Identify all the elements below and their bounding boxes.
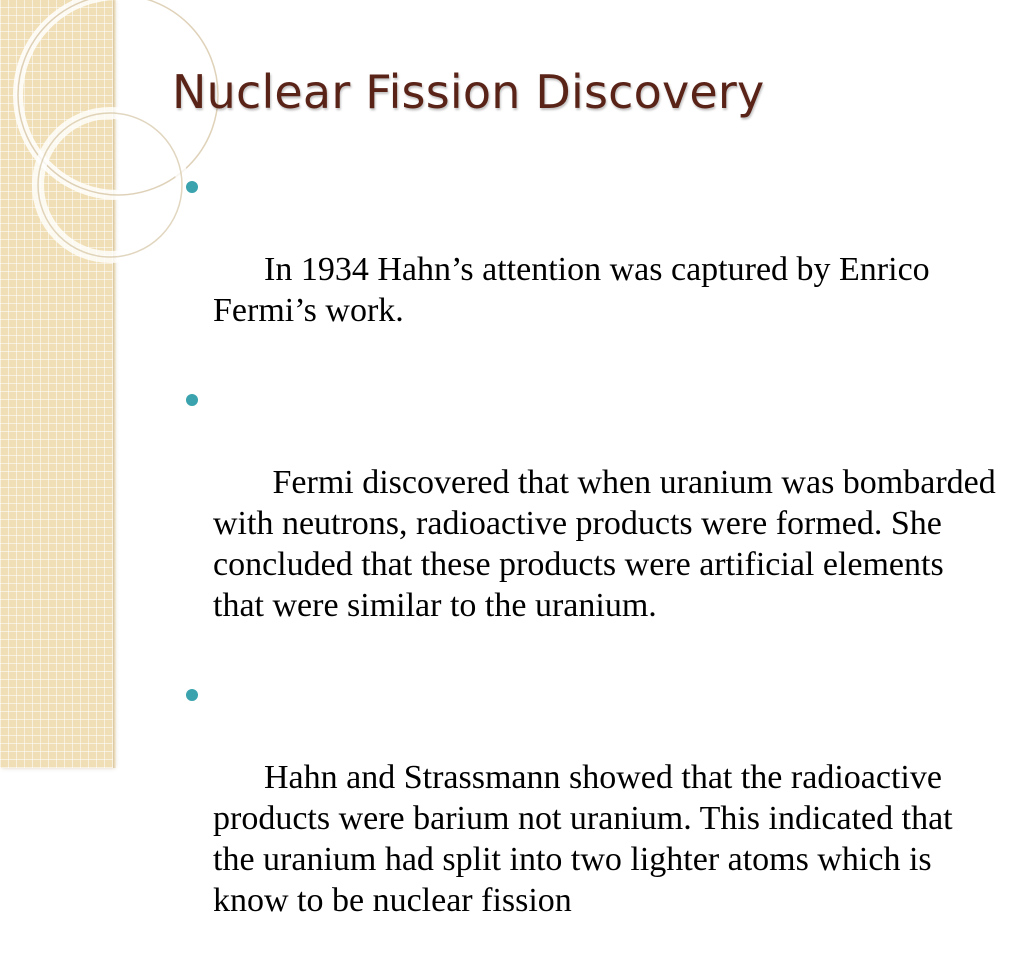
bullet-dot-icon [186, 394, 198, 406]
bullet-dot-icon [186, 181, 198, 193]
slide-title: Nuclear Fission Discovery [172, 65, 765, 119]
bullet-text: Hahn and Strassmann showed that the radioactive products were barium not uranium. This indicated that the uranium had split into two lighter atoms which is know to be nuclear fission [213, 759, 962, 919]
bullet-text: Fermi discovered that when uranium was bombarded with neutrons, radioactive products were formed. She concluded that these products were artificial elements that were similar to the uranium. [213, 464, 1005, 624]
bullet-item [186, 167, 996, 372]
decorative-rings-icon [0, 0, 200, 300]
bullet-list [186, 167, 1005, 970]
bullet-text: In 1934 Hahn’s attention was captured by Enrico Fermi’s work. [213, 251, 939, 329]
bullet-dot-icon [186, 689, 198, 701]
bullet-item [186, 675, 996, 962]
bullet-item [186, 380, 1005, 667]
